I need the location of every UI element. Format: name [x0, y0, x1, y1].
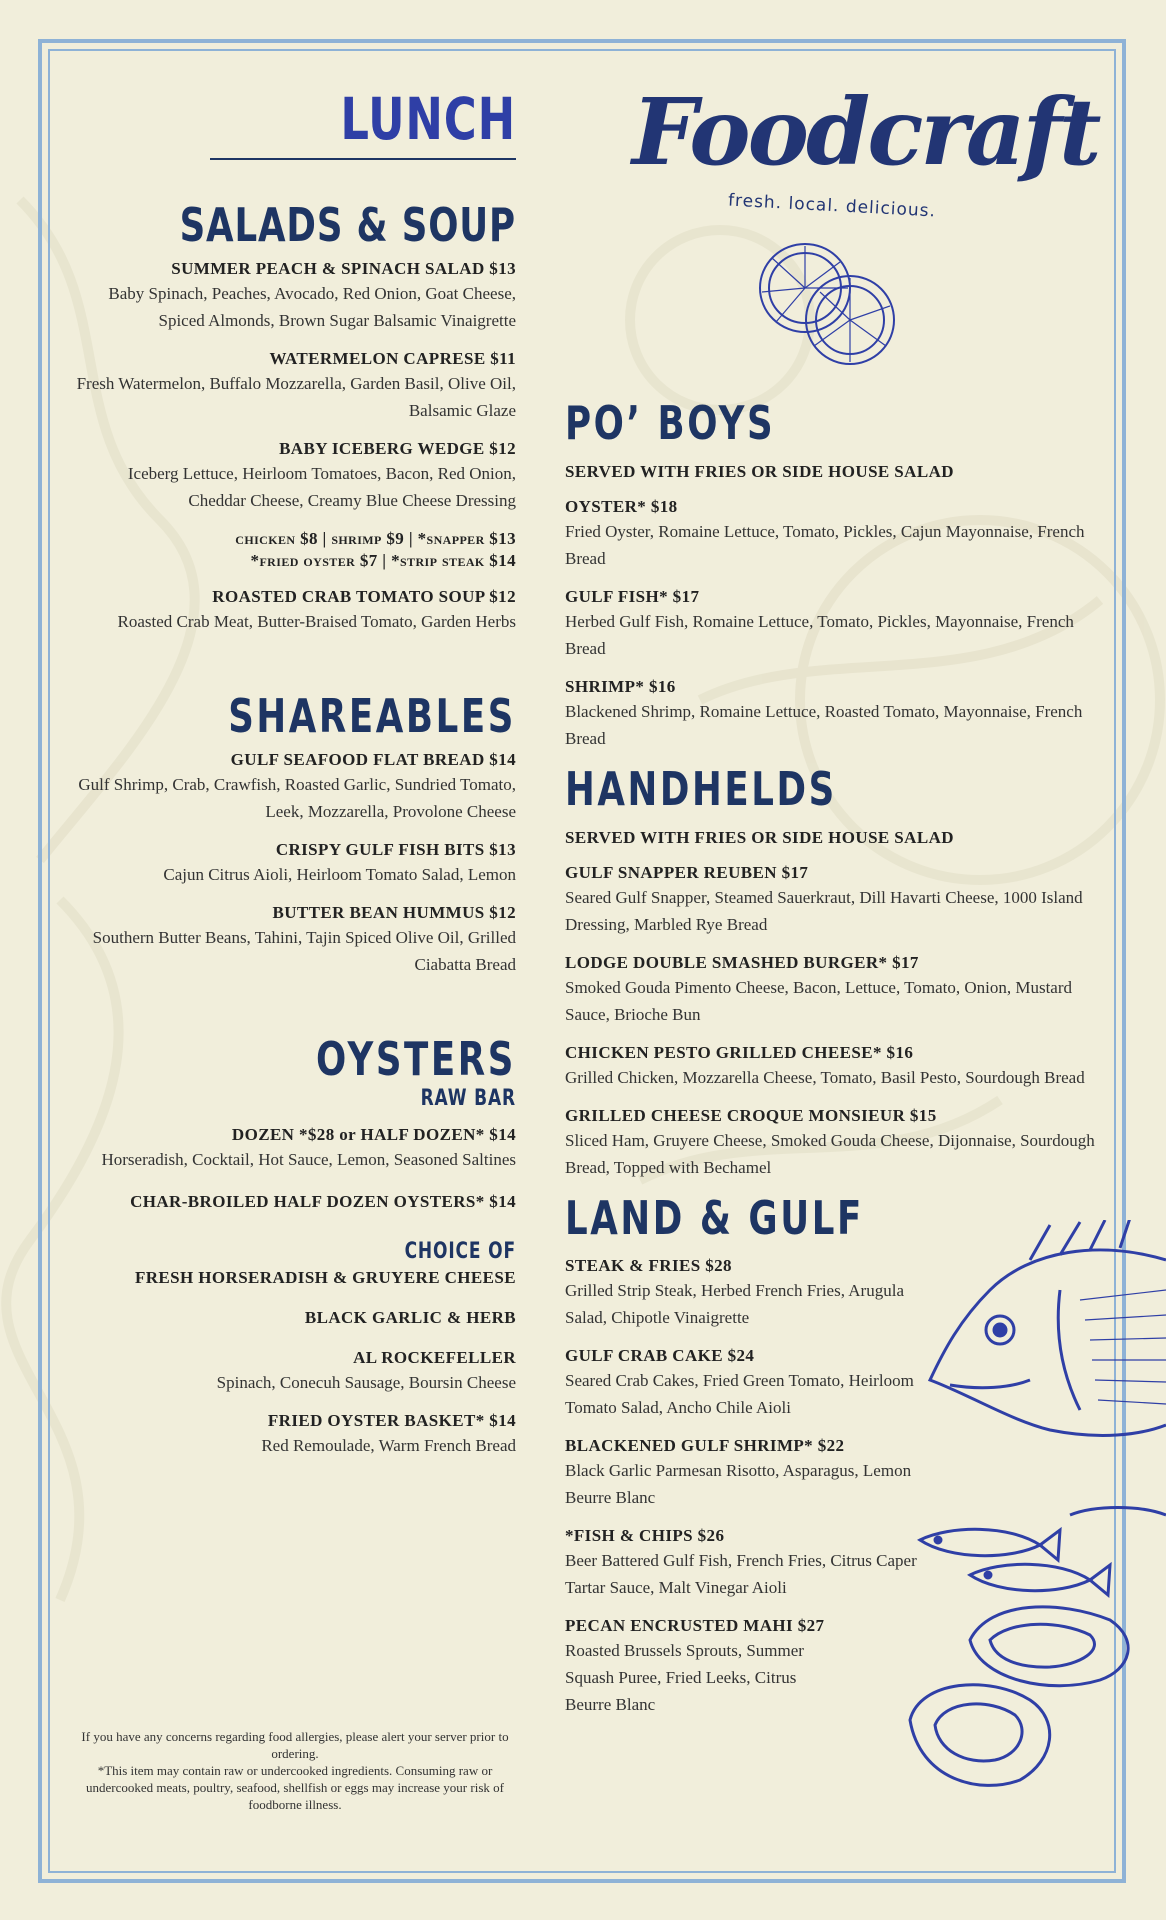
menu-item [565, 1042, 1105, 1091]
poboys-heading: PO’ BOYS [565, 396, 776, 450]
menu-item [565, 1435, 925, 1511]
raw-bar-subheading: RAW BAR [420, 1086, 516, 1111]
item-name: GULF SEAFOOD FLAT BREAD $14 [230, 750, 516, 769]
item-name: BUTTER BEAN HUMMUS $12 [272, 903, 516, 922]
land-gulf-heading: LAND & GULF [565, 1191, 864, 1245]
item-name: OYSTER* $18 [565, 497, 678, 516]
item-name: LODGE DOUBLE SMASHED BURGER* $17 [565, 953, 919, 972]
disclaimer-line: *This item may contain raw or undercooked ingredients. Consuming raw or undercooked meats, poultry, seafood, shellfish or eggs may increase your risk of foodborne illness. [86, 1763, 504, 1812]
item-description: Blackened Shrimp, Romaine Lettuce, Roasted Tomato, Mayonnaise, French Bread [565, 702, 1083, 748]
lunch-divider [210, 158, 516, 160]
salads-soup-heading: SALADS & SOUP [179, 198, 516, 252]
item-name: FRESH HORSERADISH & GRUYERE CHEESE [134, 1268, 516, 1287]
item-description: Red Remoulade, Warm French Bread [261, 1436, 516, 1455]
item-name: DOZEN *$28 or HALF DOZEN* $14 [231, 1125, 516, 1144]
menu-item [565, 952, 1105, 1028]
item-description: Baby Spinach, Peaches, Avocado, Red Onion, Goat Cheese, Spiced Almonds, Brown Sugar Balsamic Vinaigrette [108, 284, 516, 330]
item-name: SHRIMP* $16 [565, 677, 676, 696]
item-name: GULF SNAPPER REUBEN $17 [565, 863, 809, 882]
menu-item [70, 1124, 516, 1173]
item-description: Roasted Brussels Sprouts, Summer Squash Puree, Fried Leeks, Citrus Beurre Blanc [565, 1641, 804, 1714]
item-name: BLACKENED GULF SHRIMP* $22 [565, 1436, 845, 1455]
item-name: BABY ICEBERG WEDGE $12 [279, 439, 516, 458]
menu-item [565, 1345, 925, 1421]
item-description: Sliced Ham, Gruyere Cheese, Smoked Gouda Cheese, Dijonnaise, Sourdough Bread, Topped with Bechamel [565, 1131, 1095, 1177]
item-description: Southern Butter Beans, Tahini, Tajin Spiced Olive Oil, Grilled Ciabatta Bread [92, 928, 516, 974]
menu-item [565, 1615, 825, 1718]
addons-line: chicken $8 | shrimp $9 | *snapper $13 [235, 529, 516, 548]
item-description: Black Garlic Parmesan Risotto, Asparagus, Lemon Beurre Blanc [565, 1461, 912, 1507]
choice-item [70, 1347, 516, 1396]
menu-item [70, 839, 516, 888]
item-name: PECAN ENCRUSTED MAHI $27 [565, 1616, 825, 1635]
item-description: Smoked Gouda Pimento Cheese, Bacon, Lettuce, Tomato, Onion, Mustard Sauce, Brioche Bun [565, 978, 1072, 1024]
served-with-note: SERVED WITH FRIES OR SIDE HOUSE SALAD [565, 462, 954, 481]
item-description: Iceberg Lettuce, Heirloom Tomatoes, Bacon, Red Onion, Cheddar Cheese, Creamy Blue Cheese Dressing [127, 464, 516, 510]
choice-item [70, 1307, 516, 1329]
allergy-disclaimer [80, 1728, 510, 1813]
fish-illustration [880, 1220, 1166, 1800]
oysters-heading: OYSTERS [316, 1032, 516, 1086]
item-description: Gulf Shrimp, Crab, Crawfish, Roasted Garlic, Sundried Tomato, Leek, Mozzarella, Provolone Cheese [78, 775, 516, 821]
item-name: GRILLED CHEESE CROQUE MONSIEUR $15 [565, 1106, 937, 1125]
item-description: Herbed Gulf Fish, Romaine Lettuce, Tomato, Pickles, Mayonnaise, French Bread [565, 612, 1074, 658]
item-name: ROASTED CRAB TOMATO SOUP $12 [212, 587, 516, 606]
item-description: Horseradish, Cocktail, Hot Sauce, Lemon, Seasoned Saltines [101, 1150, 516, 1169]
choice-item [70, 1267, 516, 1289]
item-description: Beer Battered Gulf Fish, French Fries, Citrus Caper Tartar Sauce, Malt Vinegar Aioli [565, 1551, 917, 1597]
shareables-heading: SHAREABLES [228, 689, 516, 743]
item-name: WATERMELON CAPRESE $11 [269, 349, 516, 368]
served-with-note: SERVED WITH FRIES OR SIDE HOUSE SALAD [565, 828, 954, 847]
item-description: Roasted Crab Meat, Butter-Braised Tomato, Garden Herbs [117, 612, 516, 631]
menu-item [565, 1255, 925, 1331]
menu-item [565, 1105, 1105, 1181]
item-description: Spinach, Conecuh Sausage, Boursin Cheese [216, 1373, 516, 1392]
menu-item [70, 749, 516, 825]
menu-item [565, 586, 1105, 662]
item-description: Fried Oyster, Romaine Lettuce, Tomato, Pickles, Cajun Mayonnaise, French Bread [565, 522, 1085, 568]
item-name: GULF CRAB CAKE $24 [565, 1346, 755, 1365]
item-name: FRIED OYSTER BASKET* $14 [267, 1411, 516, 1430]
addons-line: *fried oyster $7 | *strip steak $14 [250, 551, 516, 570]
logo-tagline: fresh. local. delicious. [727, 190, 937, 222]
choice-of-heading: CHOICE OF [404, 1239, 516, 1264]
item-name: GULF FISH* $17 [565, 587, 700, 606]
item-name: CHAR-BROILED HALF DOZEN OYSTERS* $14 [130, 1192, 516, 1211]
menu-item [70, 438, 516, 514]
item-name: CHICKEN PESTO GRILLED CHEESE* $16 [565, 1043, 914, 1062]
menu-item [70, 258, 516, 334]
item-name: SUMMER PEACH & SPINACH SALAD $13 [171, 259, 516, 278]
item-description: Seared Gulf Snapper, Steamed Sauerkraut, Dill Havarti Cheese, 1000 Island Dressing, Marbled Rye Bread [565, 888, 1083, 934]
item-description: Grilled Chicken, Mozzarella Cheese, Tomato, Basil Pesto, Sourdough Bread [565, 1068, 1085, 1087]
menu-item [70, 1410, 516, 1459]
left-column [70, 85, 516, 1459]
menu-item [70, 348, 516, 424]
menu-item [70, 902, 516, 978]
foodcraft-logo [632, 78, 1099, 231]
handhelds-heading: HANDHELDS [565, 762, 837, 816]
menu-item [565, 862, 1105, 938]
item-name: STEAK & FRIES $28 [565, 1256, 732, 1275]
lunch-heading: LUNCH [340, 85, 516, 153]
item-description: Grilled Strip Steak, Herbed French Fries, Arugula Salad, Chipotle Vinaigrette [565, 1281, 904, 1327]
item-description: Fresh Watermelon, Buffalo Mozzarella, Garden Basil, Olive Oil, Balsamic Glaze [76, 374, 516, 420]
item-description: Cajun Citrus Aioli, Heirloom Tomato Salad, Lemon [163, 865, 516, 884]
shells-illustration [750, 236, 900, 372]
item-name: CRISPY GULF FISH BITS $13 [275, 840, 516, 859]
item-name: AL ROCKEFELLER [353, 1348, 516, 1367]
menu-item [565, 496, 1105, 572]
menu-item [565, 1525, 925, 1601]
menu-item [565, 676, 1105, 752]
salad-addons [70, 528, 516, 572]
logo-wordmark: Foodcraft [632, 78, 1099, 186]
item-name: BLACK GARLIC & HERB [304, 1308, 516, 1327]
menu-item [70, 1191, 516, 1213]
item-name: *FISH & CHIPS $26 [565, 1526, 725, 1545]
disclaimer-line: If you have any concerns regarding food allergies, please alert your server prior to ordering. [81, 1729, 509, 1761]
item-description: Seared Crab Cakes, Fried Green Tomato, Heirloom Tomato Salad, Ancho Chile Aioli [565, 1371, 914, 1417]
menu-item [70, 586, 516, 635]
